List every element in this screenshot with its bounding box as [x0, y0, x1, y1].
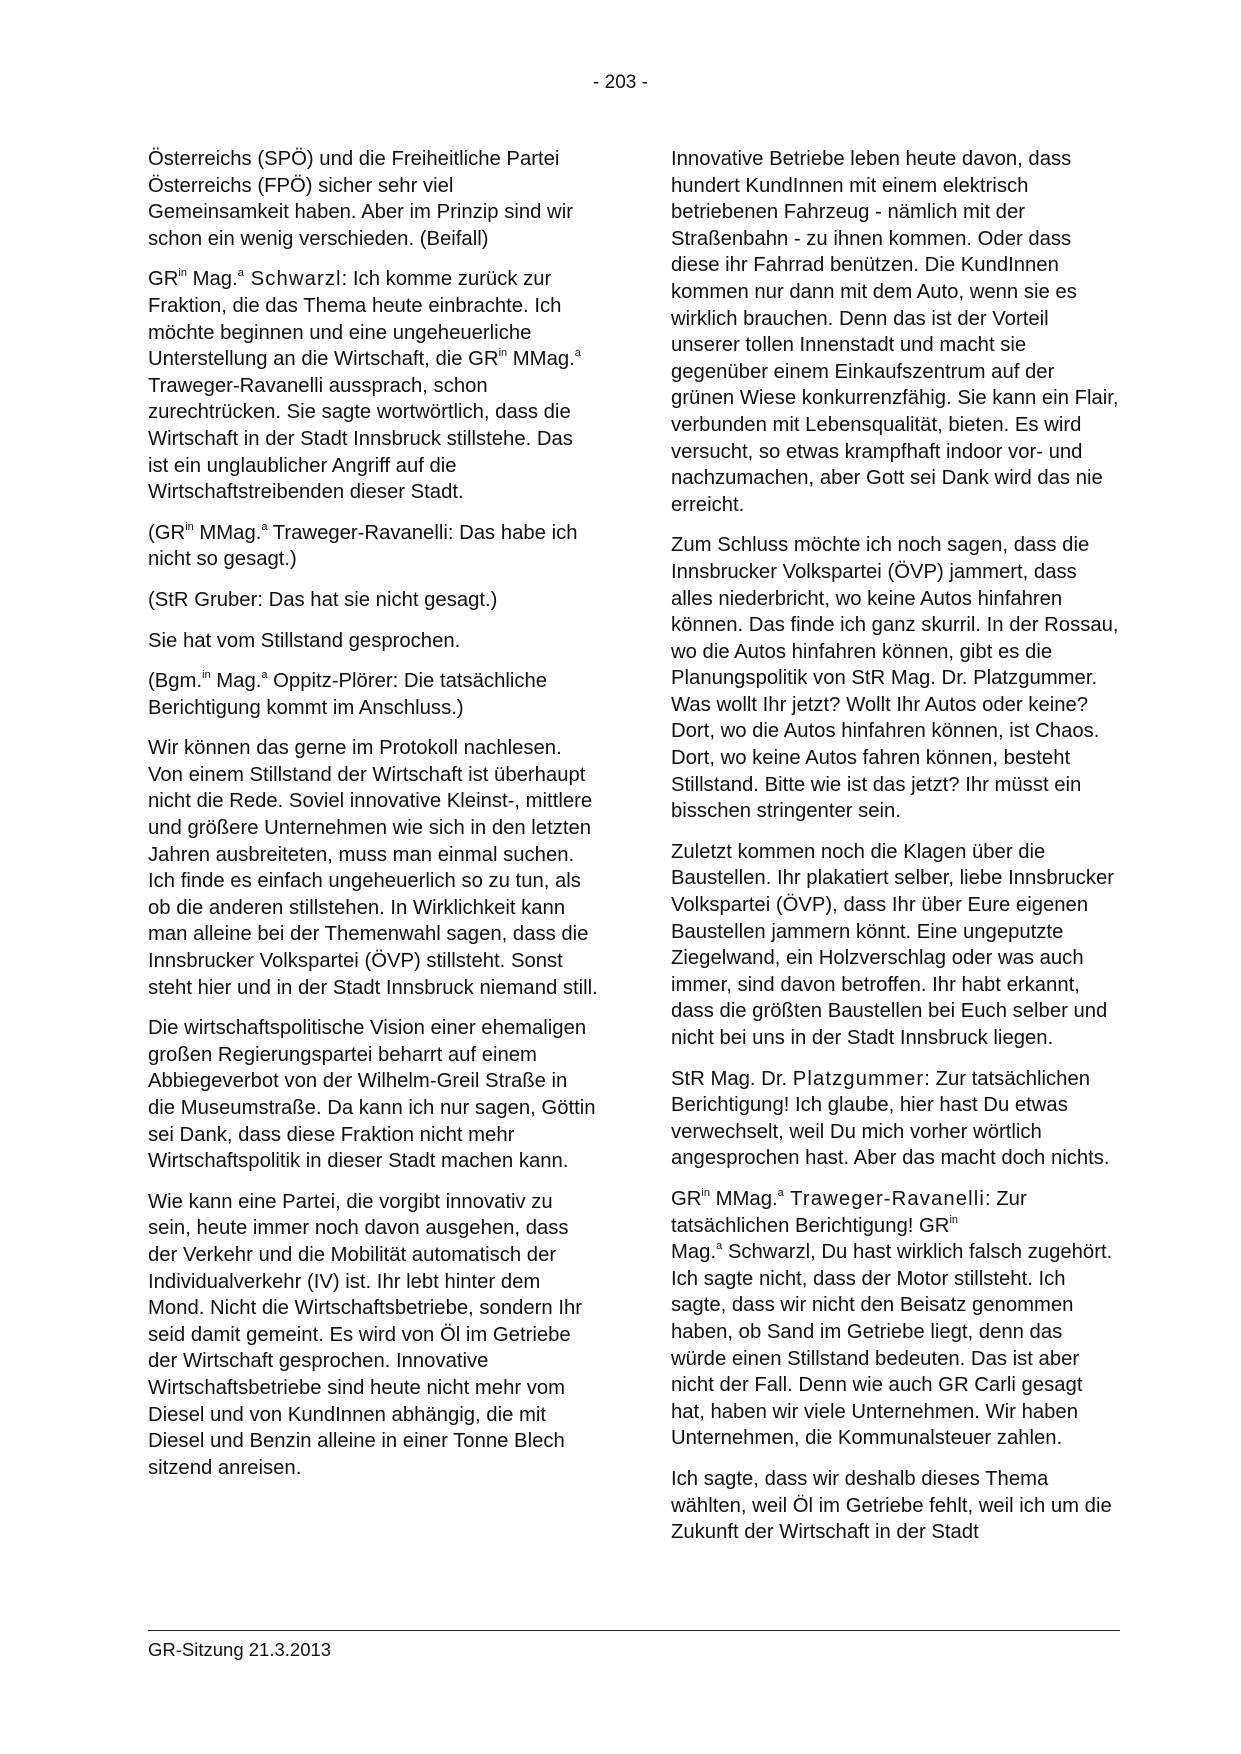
superscript-in: in [949, 1213, 959, 1226]
paragraph-left-9: Wie kann eine Partei, die vorgibt innovativ zu sein, heute immer noch davon ausgehen, dass der Verkehr und die Mobilität automatisch der Individualverkehr (IV) ist. Ihr lebt hinter dem Mond. Nicht die Wirtschaftsbetriebe, sondern Ihr seid damit gemeint. Es wird von Öl im Getriebe der Wirtschaft gesprochen. Innovative Wirtschaftsbetriebe sind heute nicht mehr vom Diesel und von KundInnen abhängig, die mit Diesel und Benzin alleine in einer Tonne Blech sitzend anreisen. [148, 1190, 582, 1479]
speech-text: : Ich komme zurück zur Fraktion, die das Thema heute einbrachte. Ich möchte beginnen und eine ungeheuerliche Unterstellung an die Wirtschaft, die GR [148, 268, 562, 371]
speech-text: : Zur tatsächlichen Berichtigung! Ich glaube, hier hast Du etwas verwechselt, weil Du mich vorher wörtlich angesprochen hast. Aber das macht doch nichts. [671, 1067, 1110, 1170]
superscript-in: in [202, 669, 211, 682]
superscript-in: in [498, 347, 508, 360]
paragraph-right-5 [671, 1186, 1121, 1452]
paragraph-right-4 [671, 1066, 1121, 1172]
title-mag: Mag. [671, 1241, 717, 1264]
superscript-a: a [574, 347, 581, 360]
speaker-name: Platzgummer [792, 1067, 925, 1090]
speech-text: : Zur tatsächlichen Berichtigung! GR [671, 1187, 1027, 1237]
right-column [671, 146, 1121, 1560]
footer-divider [148, 1630, 1120, 1631]
page-number: - 203 - [593, 72, 648, 93]
interjection-text: Traweger-Ravanelli: Das habe ich nicht so gesagt.) [148, 521, 578, 571]
paragraph-left-7: Wir können das gerne im Protokoll nachlesen. Von einem Stillstand der Wirtschaft ist überhaupt nicht die Rede. Soviel innovative Kleinst-, mittlere und größere Unternehmen wie sich in den letzten Jahren ausbreiteten, muss man einmal suchen. Ich finde es einfach ungeheuerlich so zu tun, als ob die anderen stillstehen. In Wirklichkeit kann man alleine bei der Themenwahl sagen, dass die Innsbrucker Volkspartei (ÖVP) stillsteht. Sonst steht hier und in der Stadt Innsbruck niemand still. [148, 737, 598, 999]
paragraph-left-8: Die wirtschaftspolitische Vision einer ehemaligen großen Regierungspartei beharrt auf einem Abbiegeverbot von der Wilhelm-Greil Straße in die Museumstraße. Da kann ich nur sagen, Göttin sei Dank, dass diese Fraktion nicht mehr Wirtschaftspolitik in dieser Stadt machen kann. [148, 1017, 596, 1173]
title-mag: Mag. [186, 268, 238, 291]
speech-text: Traweger-Ravanelli aussprach, schon zurechtrücken. Sie sagte wortwörtlich, dass die Wirtschaft in der Stadt Innsbruck stillstehe. Das ist ein unglaublicher Angriff auf die Wirtschaftstreibenden dieser Stadt. [148, 374, 573, 504]
superscript-a: a [777, 1186, 784, 1199]
superscript-a: a [237, 267, 244, 280]
superscript-in: in [178, 267, 187, 280]
paragraph-right-1: Innovative Betriebe leben heute davon, dass hundert KundInnen mit einem elektrisch betriebenen Fahrzeug - nämlich mit der Straßenbahn - zu ihnen kommen. Oder dass diese ihr Fahrrad benützen. Die KundInnen kommen nur dann mit dem Auto, wenn sie es wirklich brauchen. Denn das ist der Vorteil unserer tollen Innenstadt und macht sie gegenüber einem Einkaufszentrum auf der grünen Wiese konkurrenzfähig. Sie kann ein Flair, verbunden mit Lebensqualität, bieten. Es wird versucht, so etwas krampfhaft indoor vor- und nachzumachen, aber Gott sei Dank wird das nie erreicht. [671, 148, 1119, 516]
speech-text: Schwarzl, Du hast wirklich falsch zugehört. Ich sagte nicht, dass der Motor stillsteht. Ich sagte, dass wir nicht den Beisatz genommen haben, ob Sand im Getriebe liegt, denn das würde einen Stillstand bedeuten. Das ist aber nicht der Fall. Denn wie auch GR Carli gesagt hat, haben wir viele Unternehmen. Wir haben Unternehmen, die Kommunalsteuer zahlen. [671, 1241, 1113, 1450]
title-gr: GR [148, 268, 179, 291]
paragraph-left-5: Sie hat vom Stillstand gesprochen. [148, 629, 461, 652]
superscript-in: in [185, 520, 194, 533]
left-column [148, 146, 598, 1495]
speaker-prefix: StR Mag. Dr. [671, 1067, 793, 1090]
interjection-open: (GR [148, 521, 186, 544]
footer-session-date: GR-Sitzung 21.3.2013 [148, 1639, 332, 1660]
interjection: (StR Gruber: Das hat sie nicht gesagt.) [148, 588, 498, 611]
paragraph-right-6: Ich sagte, dass wir deshalb dieses Thema wählten, weil Öl im Getriebe fehlt, weil ich um die Zukunft der Wirtschaft in der Stadt [671, 1467, 1112, 1544]
superscript-a: a [261, 669, 268, 682]
speaker-name: Traweger-Ravanelli [783, 1187, 985, 1210]
interjection [148, 668, 598, 721]
paragraph-right-2: Zum Schluss möchte ich noch sagen, dass die Innsbrucker Volkspartei (ÖVP) jammert, dass alles niederbricht, wo keine Autos hinfahren können. Das finde ich ganz skurril. In der Rossau, wo die Autos hinfahren können, gibt es die Planungspolitik von StR Mag. Dr. Platzgummer. Was wollt Ihr jetzt? Wollt Ihr Autos oder keine? Dort, wo die Autos hinfahren können, ist Chaos. Dort, wo keine Autos fahren können, besteht Stillstand. Bitte wie ist das jetzt? Ihr müsst ein bisschen stringenter sein. [671, 534, 1119, 823]
interjection [148, 520, 598, 573]
title-mmag: MMag. [193, 521, 262, 544]
title-gr: GR [671, 1187, 702, 1210]
superscript-in: in [701, 1186, 710, 1199]
superscript-a: a [261, 520, 268, 533]
superscript-a: a [716, 1240, 723, 1253]
paragraph-right-3: Zuletzt kommen noch die Klagen über die Baustellen. Ihr plakatiert selber, liebe Innsbrucker Volkspartei (ÖVP), dass Ihr über Eure eigenen Baustellen jammern könnt. Eine ungeputzte Ziegelwand, ein Holzverschlag oder was auch immer, sind davon betroffen. Ihr habt erkannt, dass die größten Baustellen bei Euch selber und nicht bei uns in der Stadt Innsbruck liegen. [671, 840, 1115, 1049]
interjection-text: Oppitz-Plörer: Die tatsächliche Berichtigung kommt im Anschluss.) [148, 670, 548, 719]
speaker-name: Schwarzl [243, 268, 342, 291]
interjection-open: (Bgm. [148, 670, 203, 693]
paragraph-left-2 [148, 266, 598, 505]
title-mmag: MMag. [507, 348, 575, 371]
title-mag: Mag. [210, 670, 262, 693]
paragraph-left-1: Österreichs (SPÖ) und die Freiheitliche Partei Österreichs (FPÖ) sicher sehr viel Gemeinsamkeit haben. Aber im Prinzip sind wir schon ein wenig verschieden. (Beifall) [148, 148, 573, 250]
title-mmag: MMag. [709, 1187, 778, 1210]
